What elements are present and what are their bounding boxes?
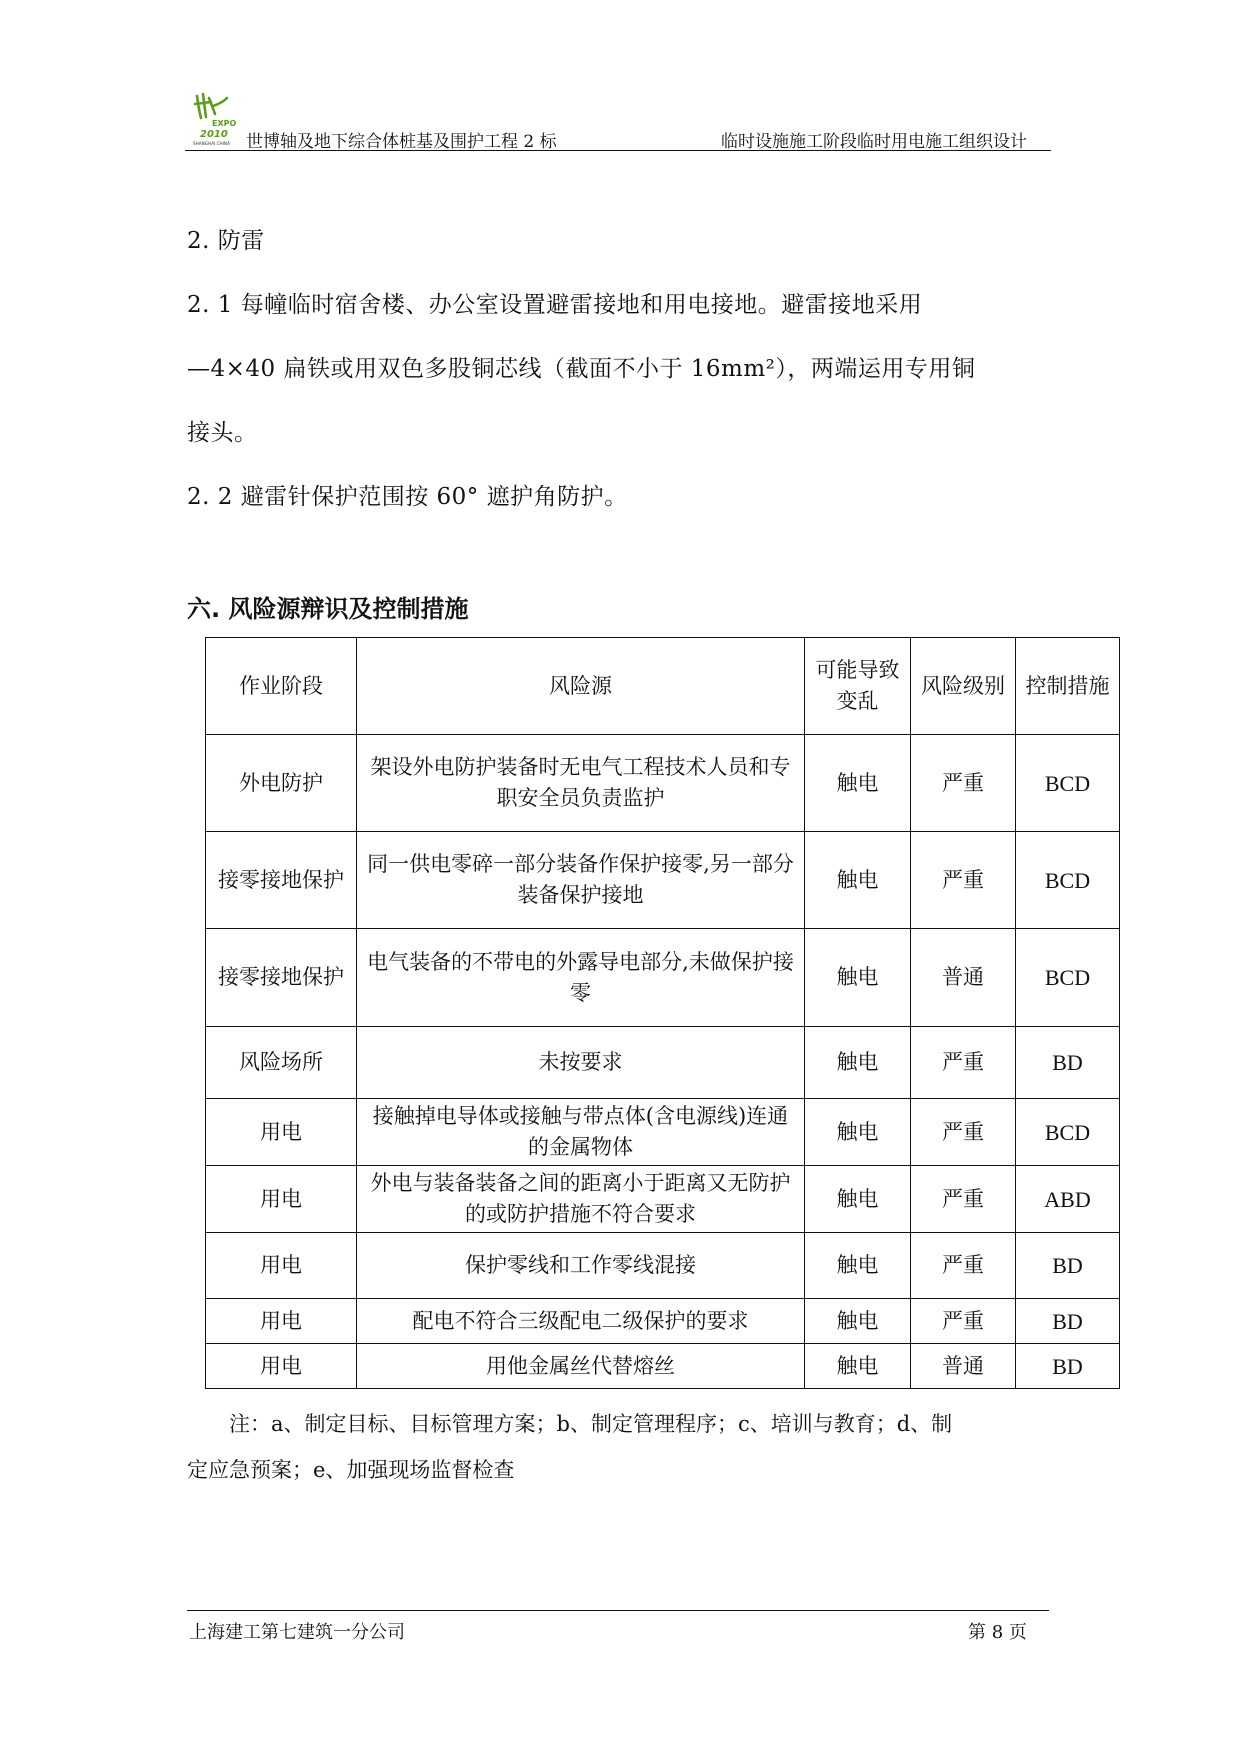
cell-risk-source: 接触掉电导体或接触与带点体(含电源线)连通的金属物体 — [357, 1099, 805, 1166]
cell-stage: 接零接地保护 — [206, 929, 357, 1027]
cell-accident: 触电 — [805, 1166, 911, 1233]
note-line2: 定应急预案；e、加强现场监督检查 — [187, 1458, 515, 1482]
cell-measures: BD — [1016, 1233, 1120, 1299]
cell-measures: BCD — [1016, 929, 1120, 1027]
cell-stage: 用电 — [206, 1099, 357, 1166]
footer-page-number: 第 8 页 — [968, 1622, 1027, 1643]
cell-measures: BCD — [1016, 735, 1120, 832]
header-document-title: 临时设施施工阶段临时用电施工组织设计 — [721, 132, 1027, 152]
cell-risk-source: 保护零线和工作零线混接 — [357, 1233, 805, 1299]
cell-risk-source: 用他金属丝代替熔丝 — [357, 1344, 805, 1389]
cell-measures: BD — [1016, 1299, 1120, 1344]
cell-accident: 触电 — [805, 735, 911, 832]
cell-stage: 用电 — [206, 1299, 357, 1344]
footer-rule — [187, 1610, 1049, 1611]
svg-text:2010: 2010 — [200, 129, 228, 140]
table-row — [206, 1299, 1120, 1344]
svg-text:EXPO: EXPO — [212, 119, 237, 128]
cell-accident: 触电 — [805, 929, 911, 1027]
table-row — [206, 1233, 1120, 1299]
header-cell-control-measures: 控制措施 — [1016, 638, 1120, 735]
cell-accident: 触电 — [805, 1233, 911, 1299]
paragraph-2-1-line3: 接头。 — [187, 420, 258, 446]
table-row — [206, 735, 1120, 832]
footer-company: 上海建工第七建筑一分公司 — [189, 1622, 405, 1643]
cell-risk-source: 同一供电零碎一部分装备作保护接零,另一部分装备保护接地 — [357, 832, 805, 929]
table-row — [206, 1344, 1120, 1389]
cell-level: 严重 — [911, 832, 1016, 929]
cell-level: 严重 — [911, 735, 1016, 832]
cell-measures: BCD — [1016, 1099, 1120, 1166]
cell-accident: 触电 — [805, 1099, 911, 1166]
note-line1: 注：a、制定目标、目标管理方案；b、制定管理程序；c、培训与教育；d、制 — [229, 1412, 953, 1436]
cell-measures: ABD — [1016, 1166, 1120, 1233]
header-rule — [185, 150, 1051, 151]
cell-risk-source: 配电不符合三级配电二级保护的要求 — [357, 1299, 805, 1344]
header-cell-stage: 作业阶段 — [206, 638, 357, 735]
cell-level: 严重 — [911, 1027, 1016, 1099]
paragraph-lightning-protection: 2. 防雷 — [187, 228, 265, 254]
risk-table — [205, 637, 1120, 1389]
cell-stage: 外电防护 — [206, 735, 357, 832]
cell-level: 普通 — [911, 1344, 1016, 1389]
cell-risk-source: 外电与装备装备之间的距离小于距离又无防护的或防护措施不符合要求 — [357, 1166, 805, 1233]
cell-level: 严重 — [911, 1299, 1016, 1344]
paragraph-2-1-line1: 2. 1 每幢临时宿舍楼、办公室设置避雷接地和用电接地。避雷接地采用 — [187, 292, 923, 318]
section-title: 六. 风险源辩识及控制措施 — [187, 595, 469, 623]
header-cell-possible-accident: 可能导致变乱 — [805, 638, 911, 735]
cell-stage: 用电 — [206, 1166, 357, 1233]
table-row — [206, 929, 1120, 1027]
cell-stage: 用电 — [206, 1233, 357, 1299]
cell-measures: BCD — [1016, 832, 1120, 929]
cell-stage: 风险场所 — [206, 1027, 357, 1099]
cell-measures: BD — [1016, 1027, 1120, 1099]
cell-level: 严重 — [911, 1166, 1016, 1233]
paragraph-2-1-line2: —4×40 扁铁或用双色多股铜芯线（截面不小于 16mm²），两端运用专用铜 — [187, 356, 976, 382]
header-cell-risk-source: 风险源 — [357, 638, 805, 735]
svg-text:SHANGHAI CHINA: SHANGHAI CHINA — [193, 141, 230, 146]
cell-level: 严重 — [911, 1099, 1016, 1166]
cell-level: 普通 — [911, 929, 1016, 1027]
cell-stage: 用电 — [206, 1344, 357, 1389]
cell-level: 严重 — [911, 1233, 1016, 1299]
cell-accident: 触电 — [805, 1344, 911, 1389]
page-header — [185, 88, 1051, 152]
table-header-row — [206, 638, 1120, 735]
cell-risk-source: 架设外电防护装备时无电气工程技术人员和专职安全员负责监护 — [357, 735, 805, 832]
expo-logo-icon — [191, 90, 241, 146]
table-row — [206, 1099, 1120, 1166]
paragraph-2-2: 2. 2 避雷针保护范围按 60° 遮护角防护。 — [187, 484, 628, 510]
table-row — [206, 1027, 1120, 1099]
cell-accident: 触电 — [805, 1027, 911, 1099]
cell-stage: 接零接地保护 — [206, 832, 357, 929]
header-cell-risk-level: 风险级别 — [911, 638, 1016, 735]
cell-accident: 触电 — [805, 832, 911, 929]
table-row — [206, 832, 1120, 929]
cell-risk-source: 电气装备的不带电的外露导电部分,未做保护接零 — [357, 929, 805, 1027]
header-project-title: 世博轴及地下综合体桩基及围护工程 2 标 — [246, 132, 557, 152]
table-row — [206, 1166, 1120, 1233]
cell-accident: 触电 — [805, 1299, 911, 1344]
cell-measures: BD — [1016, 1344, 1120, 1389]
cell-risk-source: 未按要求 — [357, 1027, 805, 1099]
